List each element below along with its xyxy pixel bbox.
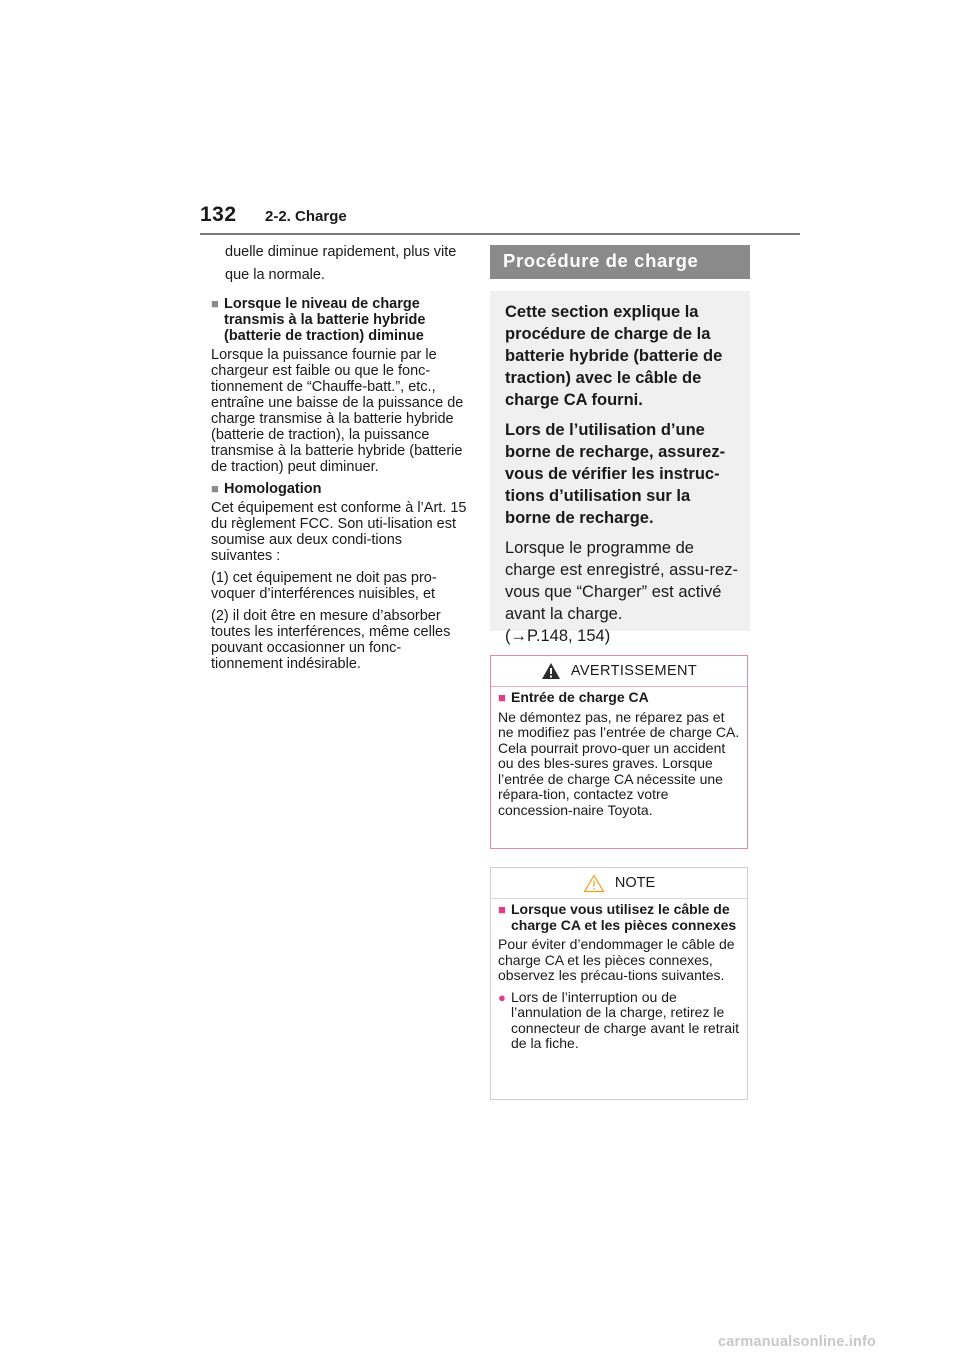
warning-triangle-icon — [541, 662, 561, 680]
subheading-homologation — [211, 481, 467, 497]
page-number: 132 — [200, 203, 237, 226]
square-bullet-icon: ■ — [211, 481, 219, 496]
continuation-text: duelle diminue rapidement, plus vite que la normale. — [225, 244, 457, 283]
warning-box — [490, 655, 748, 849]
header-divider — [200, 233, 800, 235]
subheading-charge-level — [211, 296, 467, 344]
caution-triangle-icon — [583, 874, 605, 893]
note-body — [491, 899, 747, 1052]
note-box — [490, 867, 748, 1100]
intro-bold-1: Cette section explique la procédure de charge de la batterie hybride (batterie de traction) avec le câble de charge CA fourni. — [505, 303, 723, 409]
left-column — [211, 241, 467, 678]
condition-item-2: (2) il doit être en mesure d’absorber toutes les interférences, même celles pouvant occasionner un fonc-tionnement indésirable. — [211, 608, 451, 672]
note-subheading-text: Lorsque vous utilisez le câble de charge CA et les pièces connexes — [511, 901, 737, 933]
square-bullet-icon: ■ — [211, 296, 219, 311]
page-reference: P.148, 154) — [527, 627, 611, 645]
warning-body — [491, 687, 747, 818]
intro-normal-text: Lorsque le programme de charge est enregistré, assu-rez-vous que “Charger” est activé avant la charge. — [505, 539, 738, 623]
condition-item-1: (1) cet équipement ne doit pas pro-voquer d’interférences nuisibles, et — [211, 570, 437, 602]
note-bullet-text: Lors de l’interruption ou de l’annulation de la charge, retirez le connecteur de charge avant le retrait de la fiche. — [511, 988, 740, 1051]
section-banner: Procédure de charge — [490, 245, 750, 279]
warning-header — [491, 656, 747, 687]
note-header — [491, 868, 747, 899]
ref-open: ( — [505, 627, 511, 645]
paragraph-charge-level: Lorsque la puissance fournie par le chargeur est faible ou que le fonc-tionnement de “Chauffe-batt.”, etc., entraîne une baisse de la puissance de charge transmise à la batterie hybride (batterie de traction), la puissance transmise à la batterie hybride (batterie de traction) peut diminuer. — [211, 347, 464, 475]
warning-title: AVERTISSEMENT — [570, 663, 698, 679]
square-bullet-icon: ■ — [498, 690, 506, 705]
note-text: Pour éviter d’endommager le câble de charge CA et les pièces connexes, observez les précau-tions suivantes. — [498, 936, 735, 983]
note-subheading — [498, 902, 740, 933]
warning-subheading — [498, 690, 740, 706]
watermark: carmanualsonline.info — [718, 1334, 877, 1350]
subheading-text: Lorsque le niveau de charge transmis à la batterie hybride (batterie de traction) diminue — [224, 296, 426, 344]
intro-bold-2: Lors de l’utilisation d’une borne de recharge, assurez-vous de vérifier les instruc-tions d’utilisation sur la borne de recharge. — [505, 421, 726, 527]
note-title: NOTE — [614, 875, 656, 891]
warning-text: Ne démontez pas, ne réparez pas et ne modifiez pas l’entrée de charge CA. Cela pourrait provo-quer un accident ou des bles-sures graves. Lorsque l’entrée de charge CA nécessite une répara-tion, contactez votre concession-naire Toyota. — [498, 708, 740, 818]
note-bullet-item — [498, 990, 740, 1052]
arrow-right-icon: → — [510, 627, 527, 645]
right-column — [490, 245, 750, 645]
round-bullet-icon: ● — [498, 989, 506, 1005]
page-header — [200, 203, 800, 235]
subheading-text: Homologation — [224, 481, 322, 497]
intro-normal — [505, 537, 740, 647]
warning-subheading-text: Entrée de charge CA — [511, 689, 649, 705]
paragraph-homologation: Cet équipement est conforme à l’Art. 15 du règlement FCC. Son uti-lisation est soumise aux deux condi-tions suivantes : — [211, 500, 467, 564]
intro-panel — [490, 291, 750, 645]
square-bullet-icon: ■ — [498, 902, 506, 917]
section-title: 2-2. Charge — [265, 208, 347, 225]
